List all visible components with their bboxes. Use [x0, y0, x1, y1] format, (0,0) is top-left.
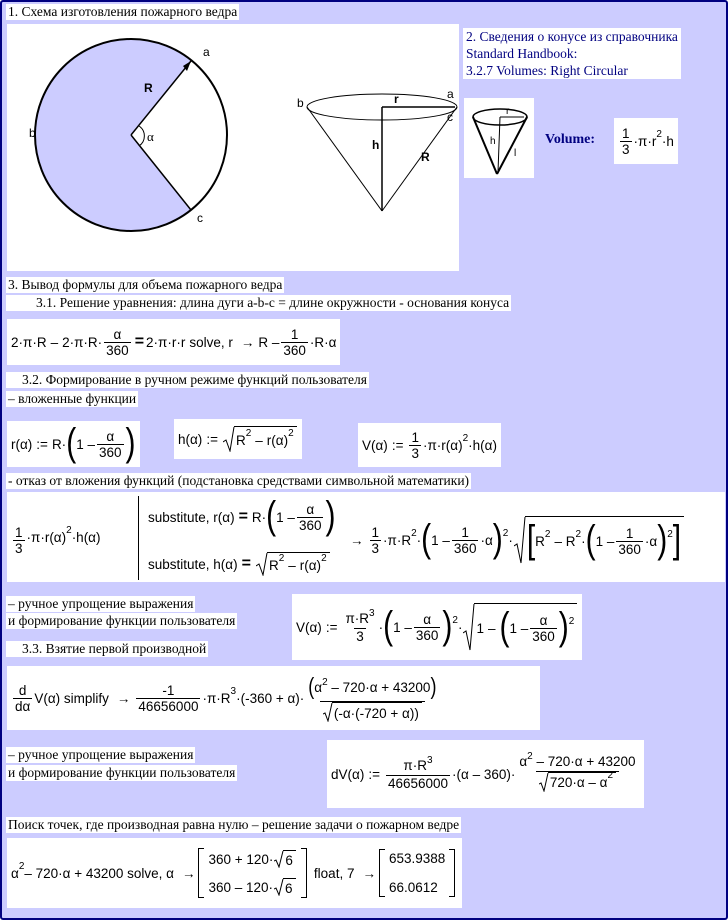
cone-right-side [382, 107, 457, 211]
handbook-line3: 3.2.7 Volumes: Right Circular [466, 63, 628, 78]
V-simplified-definition[interactable]: V(α) := $\frac{\pi\cdot R^3}{3}$ · ( 1 – $\frac{\alpha}{360}$ ) 2 · 1 – ( 1 – $\frac{\alpha}{360}$ ) 2 [292, 594, 582, 660]
cone-label-b: b [297, 96, 304, 110]
cone-left-side [307, 107, 382, 211]
section-1-title[interactable]: 1. Схема изготовления пожарного ведра [8, 4, 238, 19]
handbook-volume-formula[interactable]: $\frac{1}{3}$ ·π· r 2 ·h [614, 118, 678, 164]
volume-label-box[interactable] [542, 130, 598, 150]
circle-label-R: R [144, 81, 153, 95]
small-cone-r: r [506, 106, 510, 117]
substitute-h[interactable]: substitute, h(α) = R 2 – r(α) 2 [144, 548, 335, 580]
section-3-title[interactable]: 3. Вывод формулы для объема пожарного ведра [8, 277, 283, 292]
frac-alpha-360: $\frac{\alpha}{360}$ [106, 326, 129, 358]
section-3-1-title[interactable]: 3.1. Решение уравнения: длина дуги a-b-c = длине окружности - основания конуса [6, 295, 511, 311]
handbook-text[interactable] [463, 28, 681, 79]
root-value-1: 653.9388 [388, 851, 446, 866]
frac-1-3: $\frac{1}{3}$ [622, 125, 630, 157]
final-section-title[interactable]: Поиск точек, где производная равна нулю – решение задачи о пожарном ведре [8, 817, 460, 832]
bucket-scheme-picture[interactable] [7, 24, 459, 271]
manual-simplify-4[interactable]: и формирование функции пользователя [8, 765, 236, 780]
cone-label-c: c [447, 110, 453, 124]
V-function-definition[interactable]: V(α) := $\frac{1}{3}$ ·π·r(α) 2 ·h(α) [358, 423, 501, 467]
dV-function-definition[interactable]: dV(α) := $\frac{\pi\cdot R^3}{46656000}$ ·(α – 360)· $\alpha^2 - 720\cdot\alpha + 43200$ 720·α – α 2 [327, 740, 644, 808]
cone-label-r: r [394, 92, 399, 106]
alpha-arc [139, 126, 144, 146]
substitution-result[interactable]: → $\frac{1}{3}$ ·π· R 2 · ( 1 – $\frac{1}{360}$ · α ) 2 · [ R 2 – R 2 · ( 1 – $\frac{1}{360}$ · α ) 2 ] [350, 512, 685, 568]
handbook-line2: Standard Handbook: [466, 46, 578, 61]
manual-simplify-1[interactable]: – ручное упрощение выражения [8, 596, 194, 611]
scheme-svg [7, 24, 459, 271]
refuse-nesting-text[interactable]: - отказ от вложения функций (подстановка средствами символьной математики) [8, 473, 470, 488]
arc-equation[interactable]: 2·π·R – 2·π·R· $\frac{\alpha}{360}$ = 2·π·r ·r solve, r → R – $\frac{1}{360}$ ·R·α [7, 319, 340, 365]
solve-r-keyword[interactable]: solve, r [189, 334, 233, 350]
circle-label-alpha: α [147, 129, 154, 144]
cone-label-a: a [447, 87, 454, 101]
numeric-roots-matrix [379, 849, 455, 897]
handbook-title: 2. Сведения о конусе из справочника [466, 29, 678, 44]
cone-label-R: R [421, 150, 430, 164]
section-3-3-title[interactable]: 3.3. Взятие первой производной [6, 641, 208, 657]
small-cone-svg [464, 98, 534, 178]
h-function-definition[interactable]: h(α) := R 2 – r(α) 2 [174, 419, 302, 459]
volume-label: Volume: [545, 132, 596, 147]
cone-label-h: h [372, 138, 380, 152]
section-3-2-subtitle[interactable]: – вложенные функции [8, 391, 137, 406]
small-cone-h: h [490, 136, 496, 147]
circle-label-a: a [203, 45, 210, 59]
derivative-simplify[interactable]: $\frac{d}{d\alpha}$ V(α) simplify → $\frac{-1}{46656000}$ ·π·R 3 ·(-360 + α)· $\frac{(\alpha^2 - 720\cdot\alpha + 43200)}{(-\alpha\cdot(-720 + \alpha))}$ [7, 666, 540, 730]
section-3-2-title[interactable]: 3.2. Формирование в ручном режиме функций пользователя [6, 372, 369, 388]
circle-label-c: c [197, 211, 203, 225]
substitute-r[interactable]: substitute, r(α) = R· ( 1 – $\frac{\alpha}{360}$ ) [148, 494, 336, 538]
final-solve[interactable]: α 2 – 720·α + 43200 solve, α → 360 + 120· 6 360 – 120· 6 float, 7 → 653.9388 66.0612 [7, 838, 462, 908]
circle-sector [34, 39, 191, 231]
roots-matrix: 360 + 120· 6 360 – 120· 6 [198, 848, 306, 898]
circle-label-b: b [29, 126, 36, 140]
small-cone-picture[interactable] [464, 98, 534, 178]
root-value-2: 66.0612 [388, 880, 438, 895]
manual-simplify-3[interactable]: – ручное упрощение выражения [8, 747, 194, 762]
small-cone-l: l [514, 148, 517, 159]
substitute-bar [138, 496, 139, 580]
r-function-definition[interactable]: r(α) := R· ( 1 – $\frac{\alpha}{360}$ ) [7, 421, 140, 467]
manual-simplify-2[interactable]: и формирование функции пользователя [8, 613, 236, 628]
arrow-1: → [240, 334, 255, 350]
substitution-region[interactable]: $\frac{1}{3}$ ·π·r(α) 2 ·h(α) [7, 492, 725, 582]
